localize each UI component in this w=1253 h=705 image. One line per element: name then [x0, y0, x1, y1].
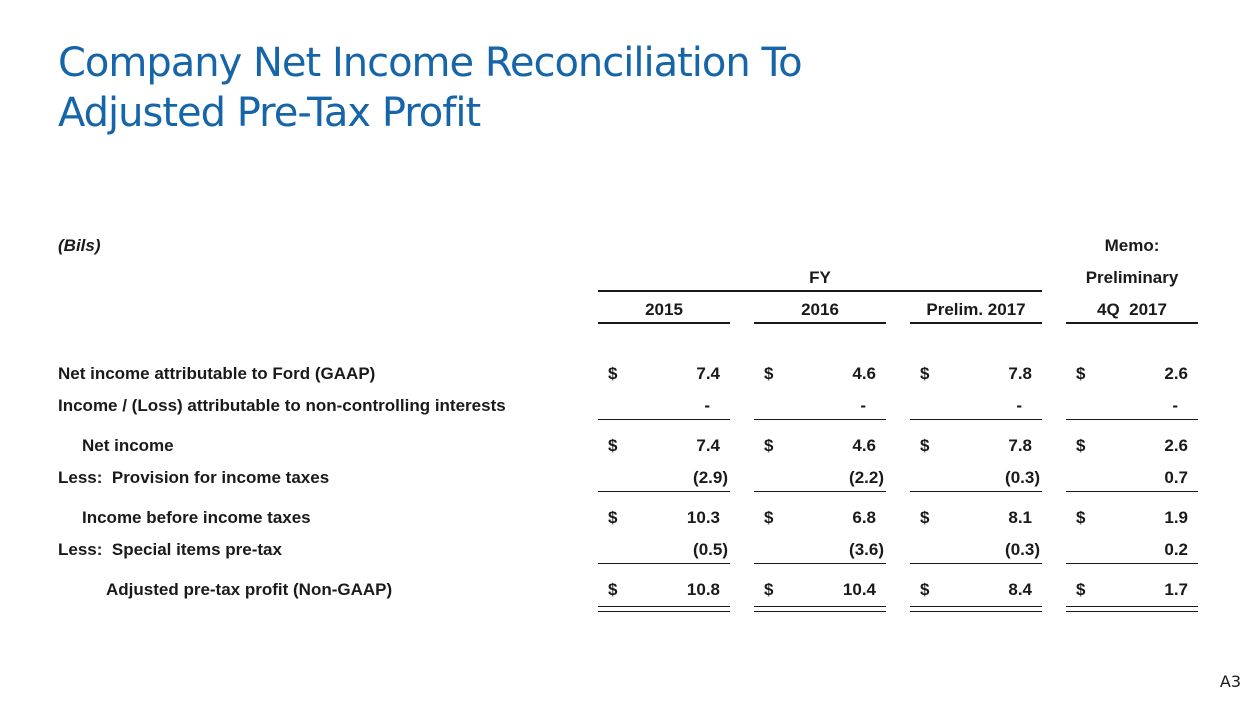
- subtotal-rule-2016: [754, 491, 886, 492]
- row-value: (0.5): [693, 540, 728, 559]
- subtotal-rule-prelim-2017: [910, 563, 1042, 564]
- currency-symbol: $: [608, 580, 618, 599]
- row-value: 1.7: [1164, 580, 1188, 599]
- subtotal-rule-2015: [598, 419, 730, 420]
- column-rule-4q-2017: [1066, 322, 1198, 324]
- total-double-rule-4q-2017: [1066, 611, 1198, 612]
- subtotal-rule-4q-2017: [1066, 563, 1198, 564]
- table-row: [0, 468, 1253, 492]
- row-label: Less: Special items pre-tax: [58, 540, 282, 559]
- total-double-rule-prelim-2017: [910, 606, 1042, 607]
- row-value: (2.9): [693, 468, 728, 487]
- units-label: (Bils): [58, 236, 101, 255]
- row-label: Net income attributable to Ford (GAAP): [58, 364, 376, 383]
- row-value: (0.3): [1005, 468, 1040, 487]
- fy-header-rule: [598, 290, 1042, 292]
- total-double-rule-2015: [598, 606, 730, 607]
- currency-symbol: $: [1076, 580, 1086, 599]
- row-value: 7.4: [696, 364, 720, 383]
- subtotal-rule-2015: [598, 563, 730, 564]
- row-value: -: [704, 396, 710, 415]
- currency-symbol: $: [764, 436, 774, 455]
- row-label: Adjusted pre-tax profit (Non-GAAP): [106, 580, 393, 599]
- page-title: [58, 38, 802, 138]
- total-double-rule-2015: [598, 611, 730, 612]
- row-value: 4.6: [852, 436, 876, 455]
- fy-header: FY: [809, 268, 831, 287]
- row-label: Net income: [82, 436, 174, 455]
- subtotal-rule-2016: [754, 419, 886, 420]
- row-value: 10.3: [686, 508, 720, 527]
- row-value: 7.8: [1008, 436, 1032, 455]
- column-rule-prelim-2017: [910, 322, 1042, 324]
- row-value: 4.6: [852, 364, 876, 383]
- subtotal-rule-prelim-2017: [910, 419, 1042, 420]
- column-header-prelim-2017: Prelim. 2017: [926, 300, 1026, 319]
- currency-symbol: $: [920, 580, 930, 599]
- currency-symbol: $: [1076, 364, 1086, 383]
- currency-symbol: $: [920, 508, 930, 527]
- row-value: 1.9: [1164, 508, 1188, 527]
- column-rule-2015: [598, 322, 730, 324]
- currency-symbol: $: [920, 436, 930, 455]
- row-value: 7.4: [696, 436, 720, 455]
- currency-symbol: $: [608, 364, 618, 383]
- table-row: [0, 364, 1253, 388]
- row-value: (0.3): [1005, 540, 1040, 559]
- title-line-1: Company Net Income Reconciliation To: [58, 40, 802, 86]
- preliminary-header: Preliminary: [1085, 268, 1179, 287]
- row-value: 0.2: [1164, 540, 1188, 559]
- subtotal-rule-4q-2017: [1066, 491, 1198, 492]
- row-value: 7.8: [1008, 364, 1032, 383]
- currency-symbol: $: [1076, 508, 1086, 527]
- row-value: 8.4: [1008, 580, 1032, 599]
- currency-symbol: $: [764, 580, 774, 599]
- row-value: -: [1016, 396, 1022, 415]
- row-value: 0.7: [1164, 468, 1188, 487]
- column-header-4q-2017: 4Q 2017: [1097, 300, 1167, 319]
- memo-header: Memo:: [1104, 236, 1160, 255]
- currency-symbol: $: [764, 364, 774, 383]
- subtotal-rule-2016: [754, 563, 886, 564]
- row-value: 2.6: [1164, 364, 1188, 383]
- subtotal-rule-prelim-2017: [910, 491, 1042, 492]
- subtotal-rule-2015: [598, 491, 730, 492]
- row-value: 10.8: [686, 580, 720, 599]
- row-value: -: [1172, 396, 1178, 415]
- page-number: A3: [1219, 672, 1241, 691]
- row-value: 10.4: [842, 580, 876, 599]
- currency-symbol: $: [608, 508, 618, 527]
- table-row: [0, 540, 1253, 564]
- row-value: (2.2): [849, 468, 884, 487]
- subtotal-rule-4q-2017: [1066, 419, 1198, 420]
- column-header-2015: 2015: [645, 300, 683, 319]
- title-line-2: Adjusted Pre-Tax Profit: [58, 90, 481, 136]
- table-row: [0, 508, 1253, 532]
- currency-symbol: $: [764, 508, 774, 527]
- total-double-rule-prelim-2017: [910, 611, 1042, 612]
- column-header-2016: 2016: [801, 300, 839, 319]
- row-value: -: [860, 396, 866, 415]
- total-double-rule-4q-2017: [1066, 606, 1198, 607]
- column-rule-2016: [754, 322, 886, 324]
- table-row: [0, 580, 1253, 604]
- table-row: [0, 396, 1253, 420]
- row-label: Less: Provision for income taxes: [58, 468, 330, 487]
- currency-symbol: $: [920, 364, 930, 383]
- total-double-rule-2016: [754, 611, 886, 612]
- currency-symbol: $: [608, 436, 618, 455]
- row-label: Income before income taxes: [82, 508, 311, 527]
- currency-symbol: $: [1076, 436, 1086, 455]
- row-value: 6.8: [852, 508, 876, 527]
- row-value: 8.1: [1008, 508, 1032, 527]
- total-double-rule-2016: [754, 606, 886, 607]
- table-row: [0, 436, 1253, 460]
- row-label: Income / (Loss) attributable to non-controlling interests: [58, 396, 506, 415]
- row-value: 2.6: [1164, 436, 1188, 455]
- row-value: (3.6): [849, 540, 884, 559]
